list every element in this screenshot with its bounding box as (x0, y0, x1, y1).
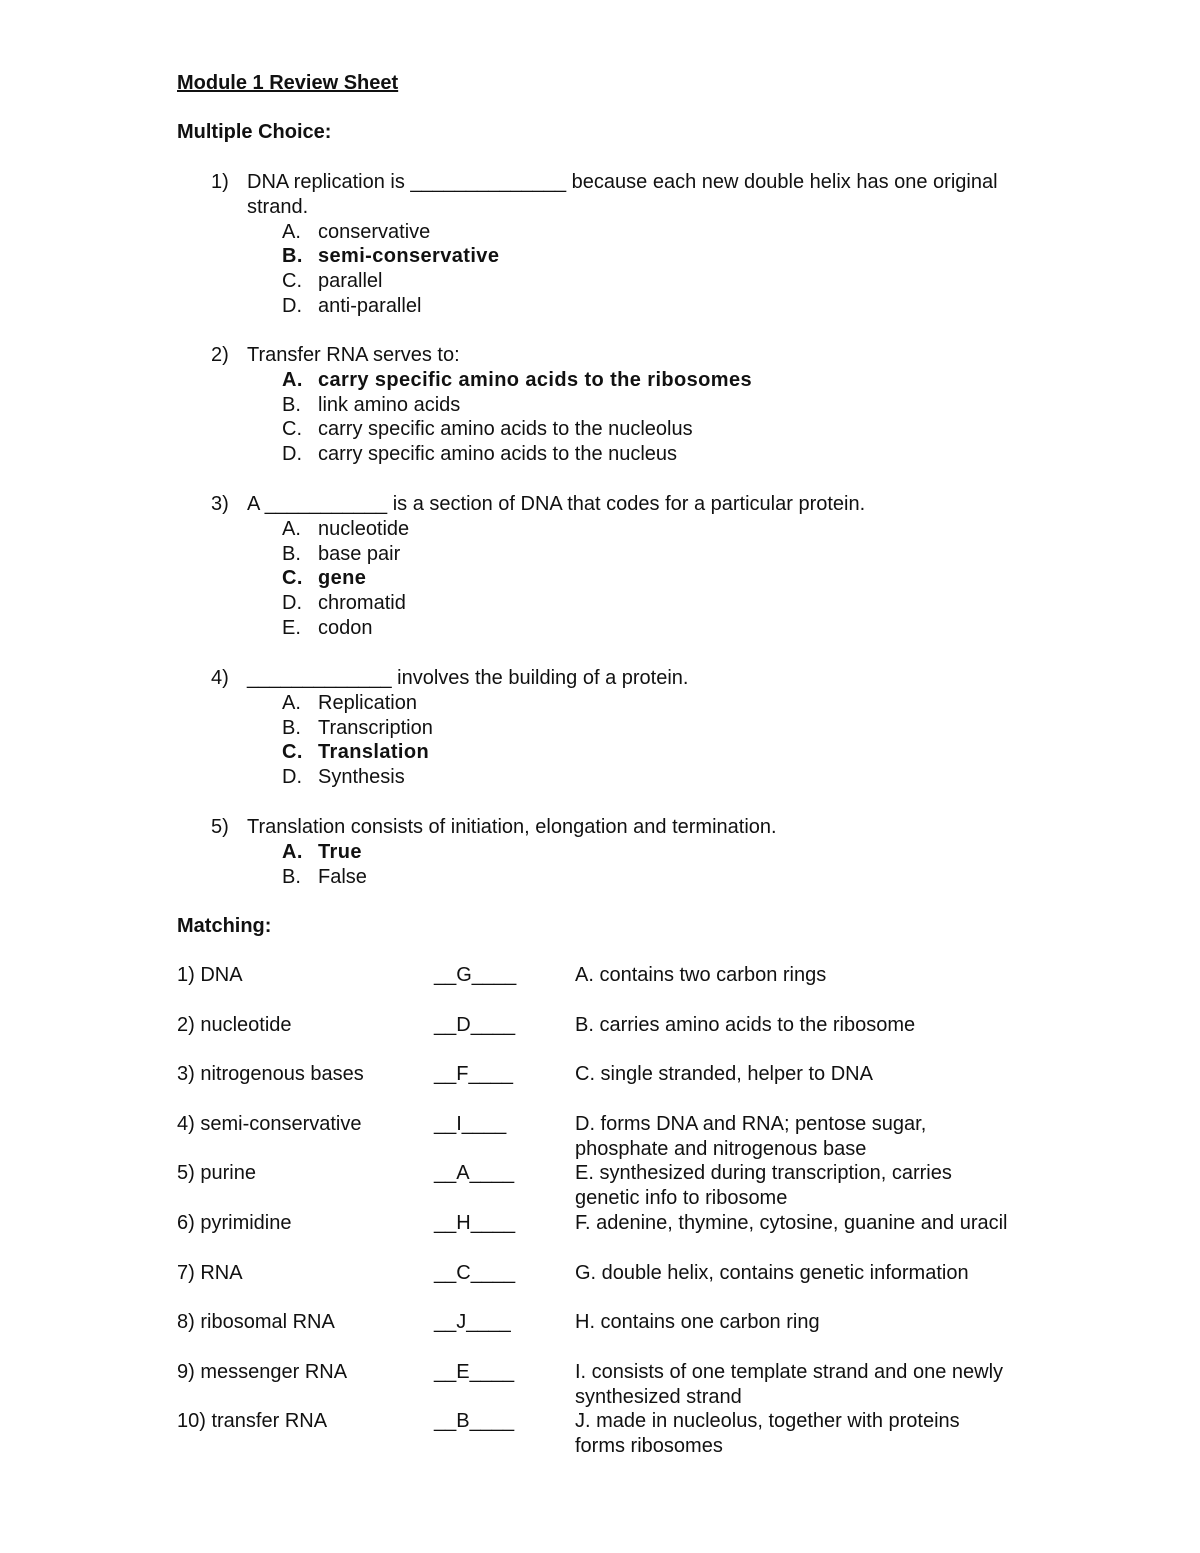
option-text: codon (318, 616, 373, 639)
option-letter: A. (282, 840, 303, 863)
answer-option (177, 517, 1057, 542)
option-letter: A. (282, 691, 301, 714)
question-number: 1) (211, 171, 229, 193)
matching-definition: B. carries amino acids to the ribosome (575, 1013, 916, 1036)
option-text: chromatid (318, 592, 406, 615)
option-text: semi-conservative (318, 245, 500, 268)
question-number: 2) (211, 344, 229, 366)
option-text: carry specific amino acids to the nucleus (318, 443, 678, 466)
answer-options (177, 691, 1057, 790)
matching-term: 9) messenger RNA (177, 1360, 348, 1383)
question-text: Translation consists of initiation, elongation and termination. (247, 816, 777, 838)
option-letter: D. (282, 766, 302, 789)
matching-answer: __F____ (434, 1063, 513, 1086)
option-text: True (318, 840, 362, 863)
matching-definition: I. consists of one template strand and one newly synthesized strand (575, 1360, 1004, 1408)
option-text: anti-parallel (318, 294, 422, 317)
option-text: Translation (318, 741, 430, 764)
question-number: 5) (211, 816, 229, 838)
matching-definition: J. made in nucleolus, together with proteins forms ribosomes (575, 1410, 960, 1458)
option-letter: B. (282, 716, 301, 739)
matching-answer: __I____ (434, 1112, 507, 1135)
matching-term: 3) nitrogenous bases (177, 1063, 364, 1086)
answer-options (177, 840, 1057, 890)
matching-definition: A. contains two carbon rings (575, 964, 827, 986)
answer-option (177, 220, 1057, 245)
option-text: False (318, 865, 367, 888)
answer-option (177, 765, 1057, 790)
option-letter: A. (282, 220, 301, 243)
matching-term: 7) RNA (177, 1261, 243, 1284)
matching-term: 2) nucleotide (177, 1013, 292, 1036)
answer-options (177, 517, 1057, 641)
answer-option-correct (177, 740, 1057, 765)
answer-option (177, 716, 1057, 741)
answer-option (177, 294, 1057, 319)
answer-option (177, 542, 1057, 567)
matching-definition: F. adenine, thymine, cytosine, guanine and uracil (575, 1212, 1008, 1234)
matching-definition: E. synthesized during transcription, carries genetic info to ribosome (575, 1162, 952, 1210)
matching-answer: __J____ (434, 1311, 511, 1334)
option-letter: B. (282, 542, 301, 565)
question-1 (177, 170, 1057, 319)
question-text: DNA replication is ______________ because each new double helix has one original strand. (247, 171, 998, 218)
option-letter: C. (282, 567, 303, 590)
option-letter: B. (282, 865, 301, 888)
matching-answer: __H____ (434, 1212, 516, 1234)
matching-term: 6) pyrimidine (177, 1212, 292, 1234)
matching-definition: H. contains one carbon ring (575, 1311, 820, 1334)
matching-term: 8) ribosomal RNA (177, 1311, 335, 1334)
matching-answer: __C____ (434, 1261, 516, 1284)
option-letter: B. (282, 393, 301, 416)
question-number: 4) (211, 667, 229, 689)
matching-definition: C. single stranded, helper to DNA (575, 1063, 873, 1086)
question-3 (177, 492, 1057, 641)
option-text: link amino acids (318, 393, 461, 416)
option-text: gene (318, 567, 367, 590)
option-text: Synthesis (318, 766, 405, 789)
matching-answer: __G____ (434, 964, 517, 986)
question-text: A ___________ is a section of DNA that codes for a particular protein. (247, 493, 866, 515)
option-text: carry specific amino acids to the ribosomes (318, 368, 753, 391)
option-text: nucleotide (318, 517, 410, 540)
option-text: conservative (318, 220, 431, 243)
option-text: Replication (318, 691, 417, 714)
question-4 (177, 666, 1057, 790)
option-text: carry specific amino acids to the nucleolus (318, 418, 693, 441)
answer-option-correct (177, 566, 1057, 591)
answer-option (177, 269, 1057, 294)
matching-definition: G. double helix, contains genetic information (575, 1261, 969, 1284)
page-title: Module 1 Review Sheet (177, 72, 399, 94)
question-5 (177, 815, 1057, 889)
matching-term: 5) purine (177, 1162, 256, 1185)
matching-heading: Matching: (177, 915, 272, 937)
option-text: Transcription (318, 716, 433, 739)
answer-option-correct (177, 840, 1057, 865)
question-text: Transfer RNA serves to: (247, 344, 460, 366)
option-letter: E. (282, 616, 301, 639)
option-letter: D. (282, 443, 302, 466)
answer-option (177, 417, 1057, 442)
question-text: _____________ involves the building of a protein. (247, 667, 689, 689)
matching-term: 10) transfer RNA (177, 1410, 328, 1433)
option-letter: B. (282, 245, 303, 268)
answer-option (177, 393, 1057, 418)
option-letter: D. (282, 294, 302, 317)
option-letter: A. (282, 368, 303, 391)
matching-answer: __B____ (434, 1410, 515, 1433)
matching-term: 4) semi-conservative (177, 1112, 362, 1135)
option-letter: D. (282, 592, 302, 615)
answer-option (177, 865, 1057, 890)
matching-term: 1) DNA (177, 964, 243, 986)
answer-option (177, 591, 1057, 616)
answer-option (177, 442, 1057, 467)
answer-option (177, 691, 1057, 716)
matching-answer: __A____ (434, 1162, 515, 1185)
question-2 (177, 343, 1057, 467)
matching-definition: D. forms DNA and RNA; pentose sugar, phosphate and nitrogenous base (575, 1112, 927, 1160)
option-letter: C. (282, 741, 303, 764)
answer-options (177, 220, 1057, 319)
option-letter: C. (282, 418, 302, 441)
multiple-choice-heading: Multiple Choice: (177, 121, 332, 143)
matching-answer: __E____ (434, 1360, 515, 1383)
option-letter: A. (282, 517, 301, 540)
option-text: parallel (318, 270, 383, 293)
answer-option-correct (177, 244, 1057, 269)
answer-options (177, 368, 1057, 467)
option-letter: C. (282, 270, 302, 293)
answer-option (177, 616, 1057, 641)
question-number: 3) (211, 493, 229, 515)
option-text: base pair (318, 542, 401, 565)
answer-option-correct (177, 368, 1057, 393)
matching-answer: __D____ (434, 1013, 516, 1036)
